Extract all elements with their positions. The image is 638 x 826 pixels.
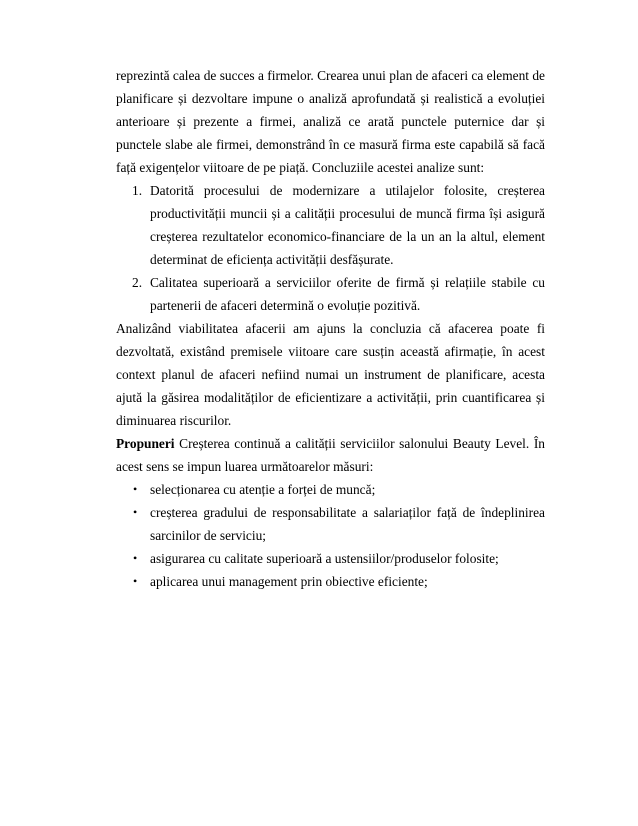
bullet-item xyxy=(116,570,545,593)
numbered-item xyxy=(116,179,545,271)
bullet-text: creșterea gradului de responsabilitate a salariaților față de îndeplinirea sarcinilor de serviciu; xyxy=(150,505,545,543)
analysis-paragraph: Analizând viabilitatea afacerii am ajuns la concluzia că afacerea poate fi dezvoltată, existând premisele viitoare care susțin această afirmație, în acest context planul de afaceri nefiind numai un instrument de planificare, acesta ajută la găsirea modalităților de eficientizare a activității, prin cuantificarea și diminuarea riscurilor. xyxy=(116,321,545,428)
bullet-item xyxy=(116,501,545,547)
proposals-paragraph xyxy=(116,432,545,478)
document-body xyxy=(116,64,545,593)
numbered-item xyxy=(116,271,545,317)
intro-paragraph: reprezintă calea de succes a firmelor. Crearea unui plan de afaceri ca element de planificare și dezvoltare impune o analiză aprofundată și realistică a evoluției anterioare și prezente a firmei, analiză ce arată punctele puternice dar și punctele slabe ale firmei, demonstrând în ce masură firma este capabilă să facă față exigențelor viitoare de pe piață. Concluziile acestei analize sunt: xyxy=(116,68,545,175)
item-number: 1. xyxy=(132,183,143,198)
bullet-icon: • xyxy=(133,551,138,565)
bullet-icon: • xyxy=(133,505,138,519)
conclusions-list xyxy=(116,179,545,317)
proposals-label: Propuneri xyxy=(116,436,175,451)
bullet-item xyxy=(116,547,545,570)
item-text: Calitatea superioară a serviciilor oferite de firmă și relațiile stabile cu partenerii de afaceri determină o evoluție pozitivă. xyxy=(150,275,545,313)
bullet-text: selecționarea cu atenție a forței de muncă; xyxy=(150,482,376,497)
bullet-icon: • xyxy=(133,482,138,496)
measures-list xyxy=(116,478,545,593)
proposals-text: Creșterea continuă a calității serviciilor salonului Beauty Level. În acest sens se impun luarea următoarelor măsuri: xyxy=(116,436,545,474)
item-number: 2. xyxy=(132,275,143,290)
bullet-item xyxy=(116,478,545,501)
bullet-icon: • xyxy=(133,574,138,588)
item-text: Datorită procesului de modernizare a utilajelor folosite, creșterea productivității muncii și a calității procesului de muncă firma își asigură creșterea rezultatelor economico-financiare de la un an la altul, element determinat de eficiența activității desfășurate. xyxy=(150,183,545,267)
bullet-text: aplicarea unui management prin obiective eficiente; xyxy=(150,574,428,589)
bullet-text: asigurarea cu calitate superioară a ustensiilor/produselor folosite; xyxy=(150,551,499,566)
